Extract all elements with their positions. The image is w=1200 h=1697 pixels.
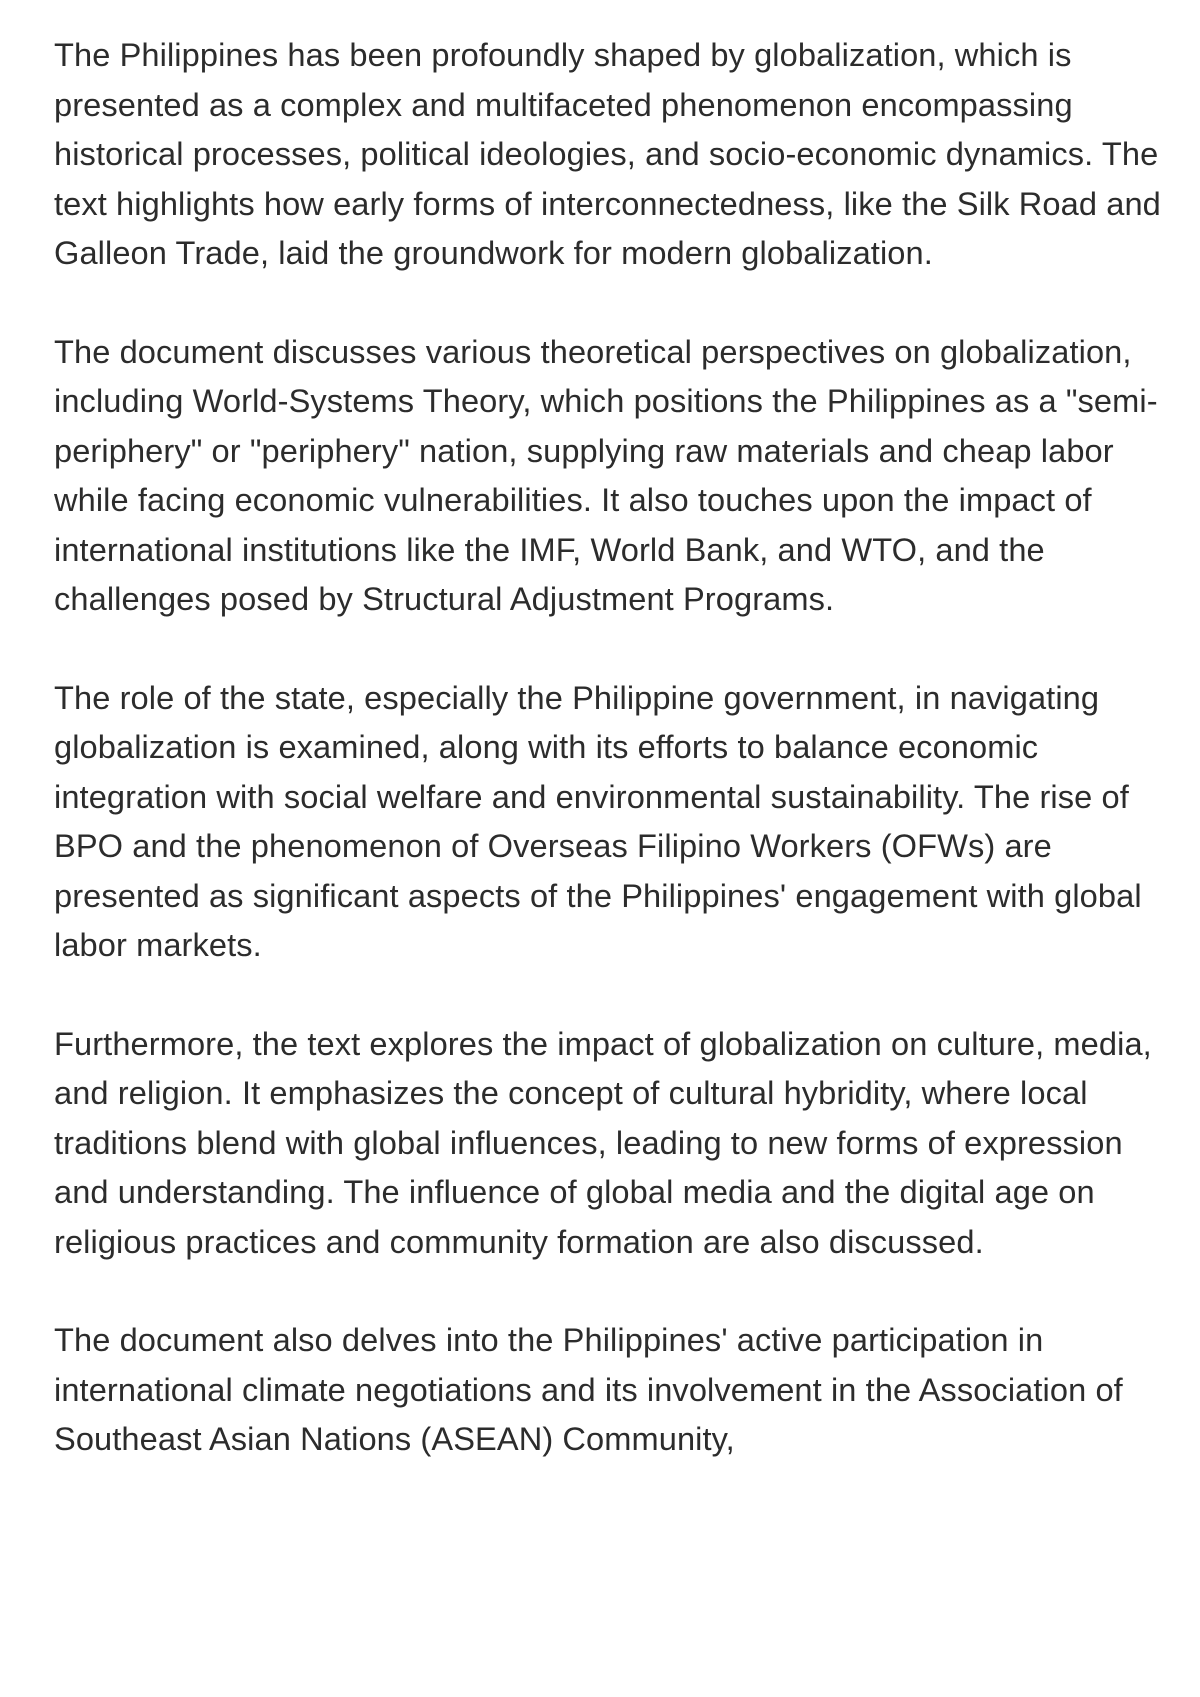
paragraph-theoretical-perspectives: The document discusses various theoretical perspectives on globalization, including World-Systems Theory, which positions the Philippines as a "semi-periphery" or "periphery" nation, supplying raw materials and cheap labor while facing economic vulnerabilities. It also touches upon the impact of international institutions like the IMF, World Bank, and WTO, and the challenges posed by Structural Adjustment Programs. xyxy=(54,332,1158,617)
paragraph-culture-media-religion: Furthermore, the text explores the impact of globalization on culture, media, and religion. It emphasizes the concept of cultural hybridity, where local traditions blend with global influences, leading to new forms of expression and understanding. The influence of global media and the digital age on religious practices and community formation are also discussed. xyxy=(54,1024,1152,1260)
paragraph-role-of-state: The role of the state, especially the Philippine government, in navigating globalization is examined, along with its efforts to balance economic integration with social welfare and environmental sustainability. The rise of BPO and the phenomenon of Overseas Filipino Workers (OFWs) are presented as significant aspects of the Philippines' engagement with global labor markets. xyxy=(54,678,1142,963)
paragraph-globalization-history: The Philippines has been profoundly shaped by globalization, which is presented as a complex and multifaceted phenomenon encompassing historical processes, political ideologies, and socio-economic dynamics. The text highlights how early forms of interconnectedness, like the Silk Road and Galleon Trade, laid the groundwork for modern globalization. xyxy=(54,36,1161,271)
paragraph-climate-asean: The document also delves into the Philippines' active participation in international climate negotiations and its involvement in the Association of Southeast Asian Nations (ASEAN) Community, xyxy=(54,1321,1123,1457)
